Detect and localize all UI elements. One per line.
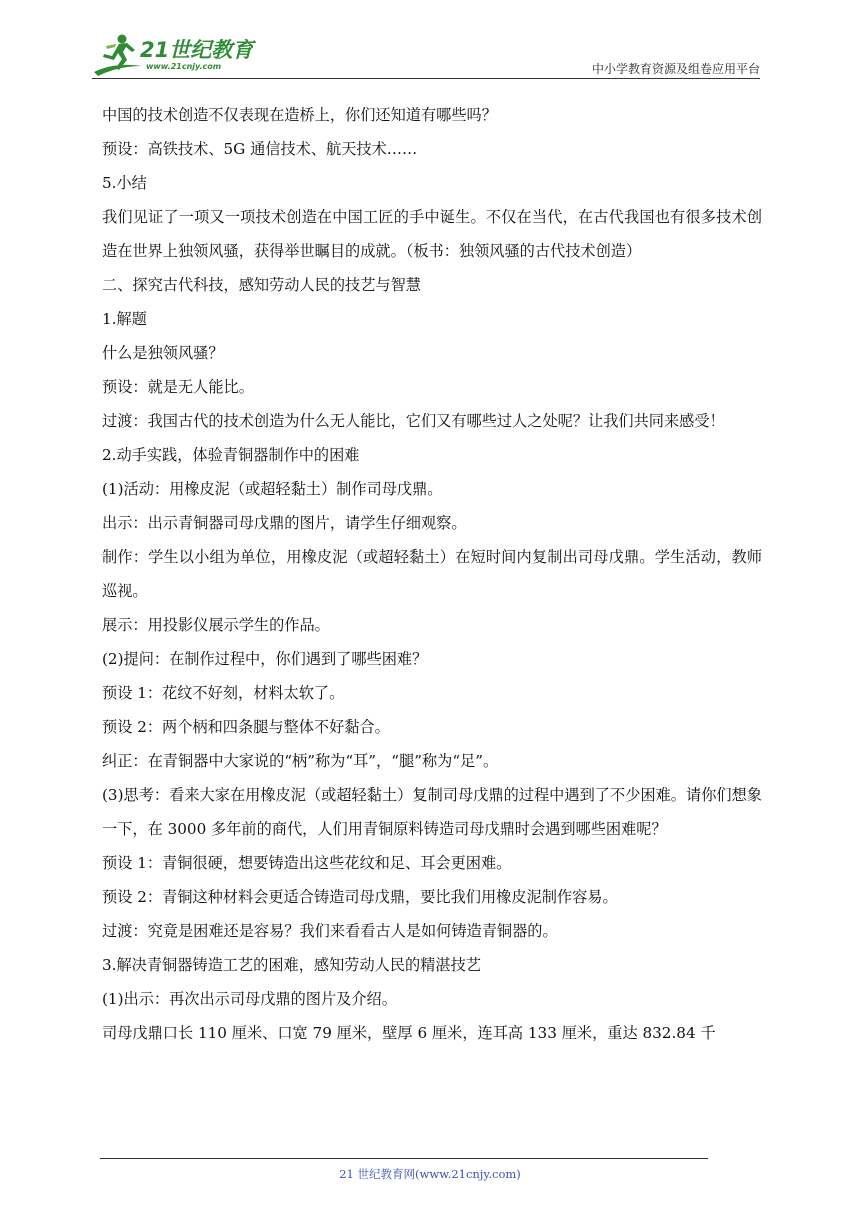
logo-text: 21世纪教育: [140, 38, 254, 62]
logo-url: www.21cnjy.com: [146, 62, 222, 71]
paragraph: 预设 1：花纹不好刻，材料太软了。: [102, 684, 345, 702]
paragraph: 过渡：我国古代的技术创造为什么无人能比，它们又有哪些过人之处呢？让我们共同来感受！: [102, 412, 725, 430]
paragraph: 制作：学生以小组为单位，用橡皮泥（或超轻黏土）在短时间内复制出司母戊鼎。学生活动，教师巡视。: [102, 548, 762, 600]
paragraph: (3)思考：看来大家在用橡皮泥（或超轻黏土）复制司母戊鼎的过程中遇到了不少困难。请你们想象一下，在 3000 多年前的商代，人们用青铜原料铸造司母戊鼎时会遇到哪些困难呢？: [102, 786, 762, 838]
paragraph: 展示：用投影仪展示学生的作品。: [102, 616, 330, 634]
paragraph: 预设 2：两个柄和四条腿与整体不好黏合。: [102, 718, 390, 736]
paragraph: 预设 2：青铜这种材料会更适合铸造司母戊鼎，要比我们用橡皮泥制作容易。: [102, 888, 618, 906]
section-heading: 5.小结: [102, 174, 147, 192]
paragraph: 预设 1：青铜很硬，想要铸造出这些花纹和足、耳会更困难。: [102, 854, 512, 872]
paragraph: 中国的技术创造不仅表现在造桥上，你们还知道有哪些吗？: [102, 106, 497, 124]
paragraph: (1)活动：用橡皮泥（或超轻黏土）制作司母戊鼎。: [102, 480, 443, 498]
paragraph: (1)出示：再次出示司母戊鼎的图片及介绍。: [102, 990, 397, 1008]
header-divider: [92, 78, 760, 79]
paragraph: 什么是独领风骚？: [102, 344, 224, 362]
paragraph: 司母戊鼎口长 110 厘米、口宽 79 厘米，壁厚 6 厘米，连耳高 133 厘米，重达 832.84 千: [102, 1024, 716, 1042]
section-heading: 3.解决青铜器铸造工艺的困难，感知劳动人民的精湛技艺: [102, 956, 481, 974]
paragraph: 出示：出示青铜器司母戊鼎的图片，请学生仔细观察。: [102, 514, 467, 532]
paragraph: 预设：就是无人能比。: [102, 378, 254, 396]
site-logo[interactable]: [92, 32, 262, 78]
document-body: [102, 98, 762, 1050]
paragraph: 我们见证了一项又一项技术创造在中国工匠的手中诞生。不仅在当代，在古代我国也有很多技术创造在世界上独领风骚，获得举世瞩目的成就。（板书：独领风骚的古代技术创造）: [102, 208, 762, 260]
paragraph: 过渡：究竟是困难还是容易？我们来看看古人是如何铸造青铜器的。: [102, 922, 558, 940]
paragraph: (2)提问：在制作过程中，你们遇到了哪些困难？: [102, 650, 428, 668]
footer-link[interactable]: 21 世纪教育网(www.21cnjy.com): [339, 1167, 521, 1181]
section-heading: 1.解题: [102, 310, 147, 328]
paragraph: 预设：高铁技术、5G 通信技术、航天技术……: [102, 140, 418, 158]
page-header: [92, 30, 760, 80]
section-heading: 二、探究古代科技，感知劳动人民的技艺与智慧: [102, 276, 421, 294]
footer-divider: [100, 1158, 708, 1159]
section-heading: 2.动手实践，体验青铜器制作中的困难: [102, 446, 360, 464]
platform-tagline: 中小学教育资源及组卷应用平台: [591, 62, 760, 76]
runner-logo-icon: [92, 32, 144, 78]
paragraph: 纠正：在青铜器中大家说的“柄”称为“耳”，“腿”称为“足”。: [102, 752, 499, 770]
